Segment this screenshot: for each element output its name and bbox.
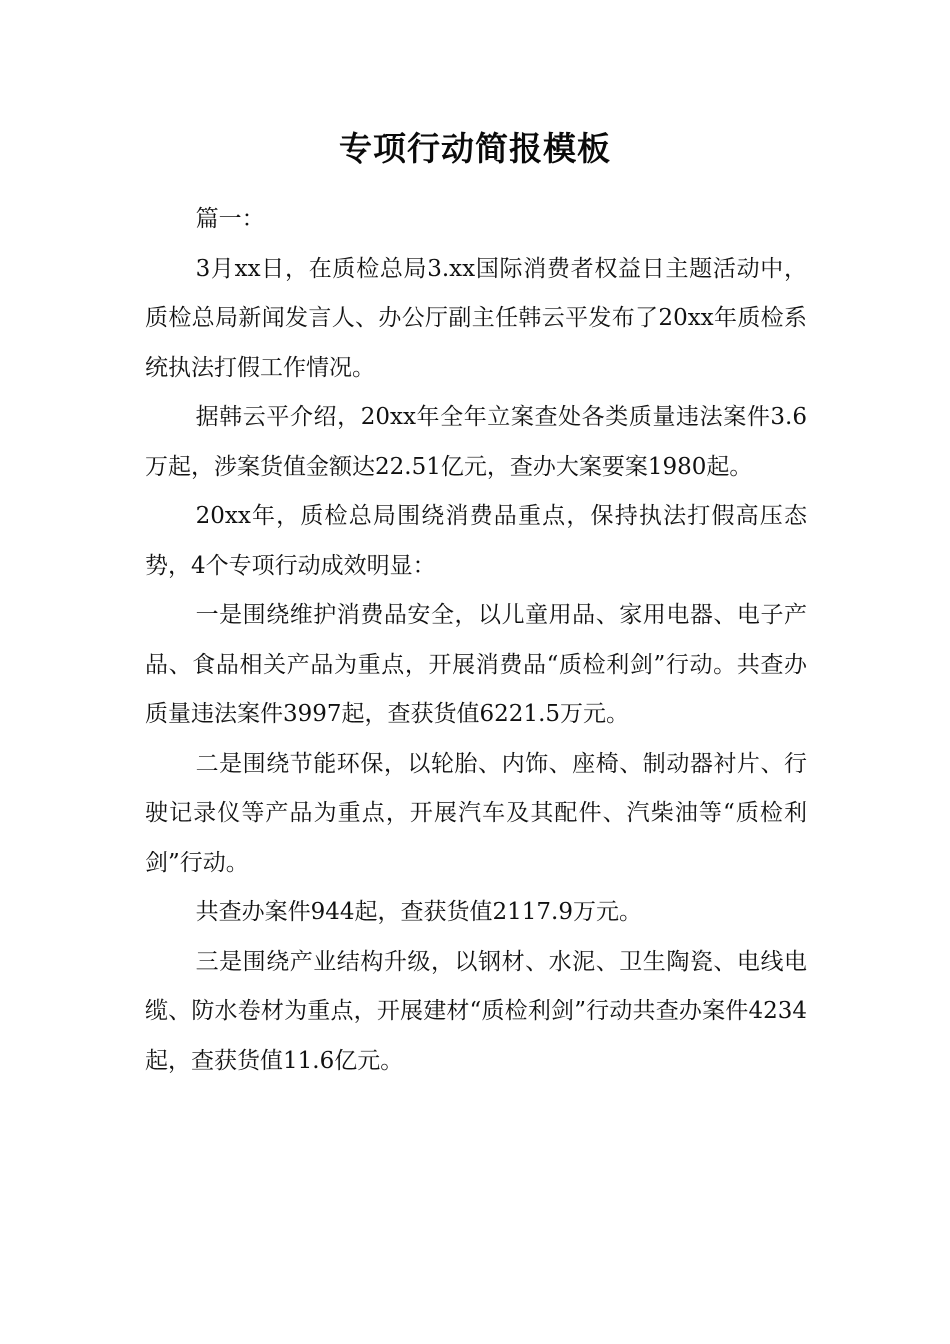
paragraph-section-label: 篇一： — [195, 206, 265, 232]
paragraph-campaign-overview: 20xx年，质检总局围绕消费品重点，保持执法打假高压态势，4个专项行动成效明显： — [145, 503, 807, 579]
paragraph-consumer-goods: 一是围绕维护消费品安全，以儿童用品、家用电器、电子产品、食品相关产品为重点，开展消费品“质检利剑”行动。共查办质量违法案件3997起，查获货值6221.5万元。 — [145, 602, 807, 727]
paragraph-intro: 3月xx日，在质检总局3.xx国际消费者权益日主题活动中，质检总局新闻发言人、办公厅副主任韩云平发布了20xx年质检系统执法打假工作情况。 — [145, 255, 807, 381]
paragraph-annual-stats: 据韩云平介绍，20xx年全年立案查处各类质量违法案件3.6万起，涉案货值金额达22.51亿元，查办大案要案1980起。 — [145, 404, 807, 480]
paragraph-energy-saving: 二是围绕节能环保，以轮胎、内饰、座椅、制动器衬片、行驶记录仪等产品为重点，开展汽车及其配件、汽柴油等“质检利剑”行动。 — [145, 750, 807, 876]
document-body — [145, 195, 807, 1086]
paragraph-auto-results: 共查办案件944起，查获货值2117.9万元。 — [195, 899, 642, 925]
document-title: 专项行动简报模板 — [339, 129, 611, 168]
paragraph-building-materials: 三是围绕产业结构升级，以钢材、水泥、卫生陶瓷、电线电缆、防水卷材为重点，开展建材“质检利剑”行动共查办案件4234起，查获货值11.6亿元。 — [145, 948, 807, 1074]
